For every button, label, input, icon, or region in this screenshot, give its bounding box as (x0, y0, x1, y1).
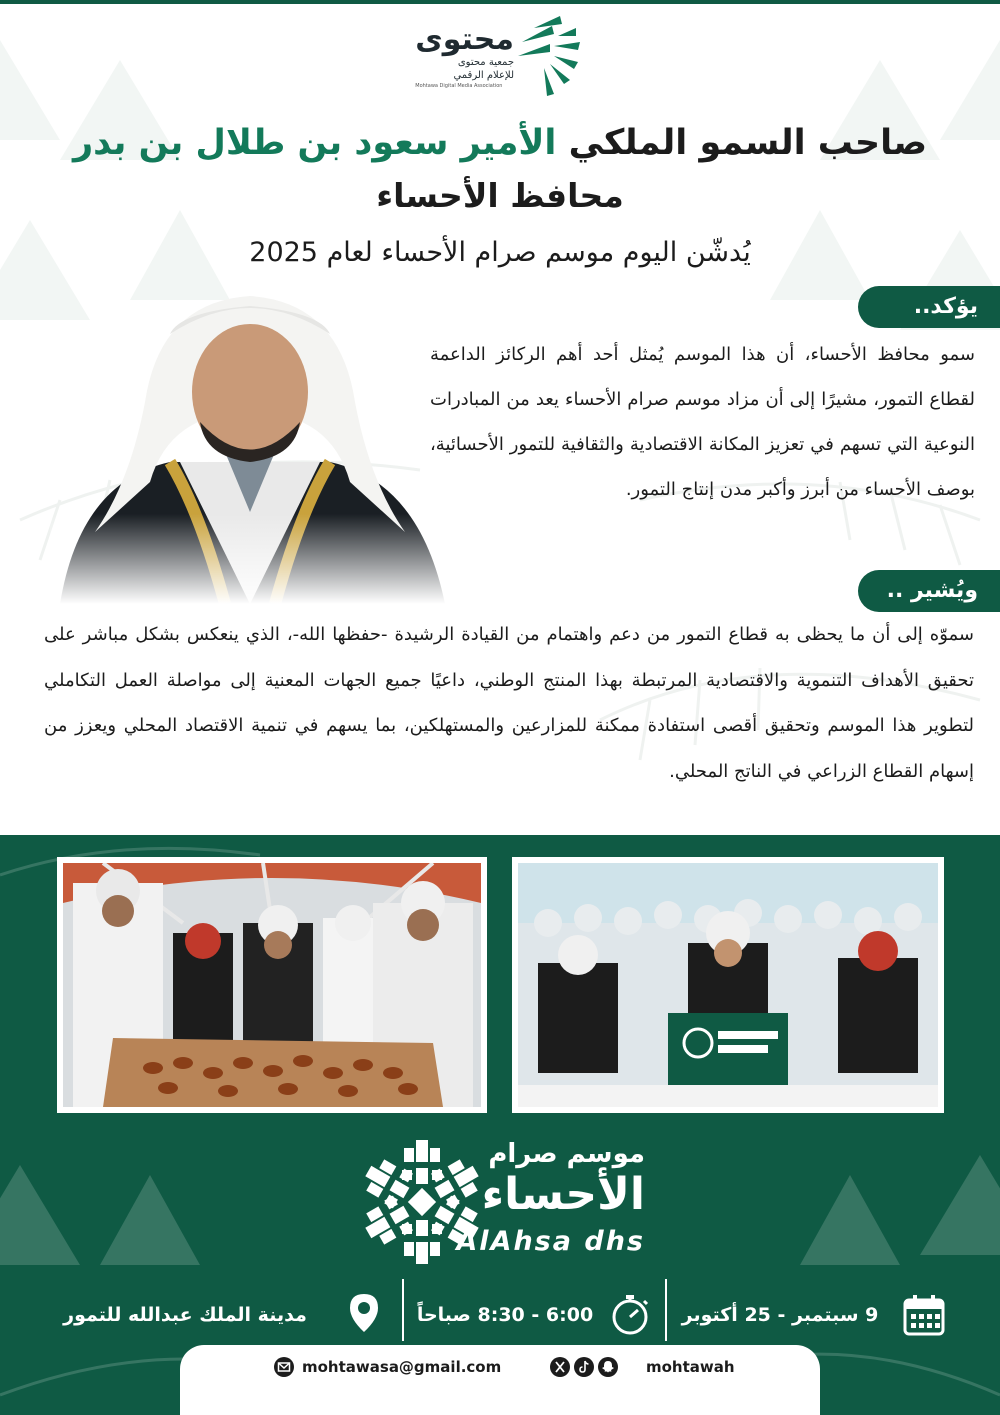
info-divider-1 (665, 1279, 667, 1341)
headline-title: صاحب السمو الملكي (568, 123, 928, 163)
logo-subtitle-1: جمعية محتوى (457, 57, 514, 68)
info-divider-2 (402, 1279, 404, 1341)
contact-handle[interactable]: mohtawah (646, 1358, 735, 1376)
photo-launch-ceremony (512, 857, 944, 1113)
tiktok-icon[interactable] (574, 1357, 594, 1377)
calendar-icon (902, 1293, 946, 1337)
brand-english: AlAhsa dhs (456, 1226, 645, 1257)
headline-name: الأمير سعود بن طلال بن بدر (72, 123, 557, 163)
section1-label: يؤكد.. (858, 286, 1000, 328)
logo-name: محتوى (415, 22, 514, 57)
stopwatch-icon (608, 1292, 652, 1336)
location-text: مدينة الملك عبدالله للتمور (63, 1304, 307, 1326)
x-icon[interactable] (550, 1357, 570, 1377)
section2-text: سموّه إلى أن ما يحظى به قطاع التمور من دعم واهتمام من القيادة الرشيدة -حفظها الله-، الذي ينعكس بشكل مباشر على تحقيق الأهداف التنموية والاقتصادية المرتبطة بهذا المنتج الوطني، داعيًا جميع الجهات المعنية إلى مواصلة العمل التكاملي لتطوير هذا الموسم وتحقيق أقصى استفادة ممكنة للمزارعين والمستهلكين، بما يسهم في تنمية الاقتصاد المحلي ويعزز من إسهام القطاع الزراعي في الناتج المحلي. (44, 624, 974, 782)
section1-text: سمو محافظ الأحساء، أن هذا الموسم يُمثل أحد أهم الركائز الداعمة لقطاع التمور، مشيرًا إلى أن مزاد موسم صرام الأحساء يعد من المبادرات النوعية التي تسهم في تعزيز المكانة الاقتصادية والثقافية للتمور الأحسائية، بوصف الأحساء من أبرز وأكبر مدن إنتاج التمور. (430, 344, 975, 500)
snapchat-icon[interactable] (598, 1357, 618, 1377)
mohtawa-logo (400, 16, 580, 102)
brand-line2: الأحساء (481, 1169, 645, 1220)
governor-portrait (50, 282, 450, 604)
photo-dates-inspection (57, 857, 487, 1113)
logo-subtitle-2: للإعلام الرقمي (453, 70, 514, 81)
info-date (670, 1283, 890, 1347)
alahsa-brand-lockup (355, 1137, 655, 1277)
contact-bar (180, 1345, 820, 1415)
photo-dates-image (63, 863, 481, 1107)
logo-english: Mohtawa Digital Media Association (415, 83, 503, 89)
email-icon (274, 1357, 294, 1377)
date-text: 9 سبتمبر - 25 أكتوبر (681, 1304, 879, 1326)
info-time (410, 1283, 600, 1347)
photo-ceremony-image (518, 863, 938, 1107)
headline (0, 118, 1000, 168)
info-location (40, 1283, 330, 1347)
event-line: يُدشّن اليوم موسم صرام الأحساء لعام 2025 (249, 237, 751, 268)
logo-mark-icon (510, 16, 580, 100)
location-pin-icon (342, 1291, 386, 1335)
headline-subtitle: محافظ الأحساء (376, 176, 624, 215)
section2-label: ويُشير .. (858, 570, 1000, 612)
time-text: 6:00 - 8:30 صباحاً (416, 1304, 594, 1326)
contact-email[interactable]: mohtawasa@gmail.com (302, 1358, 502, 1376)
green-footer-section (0, 835, 1000, 1415)
brand-line1: موسم صرام (488, 1139, 645, 1169)
